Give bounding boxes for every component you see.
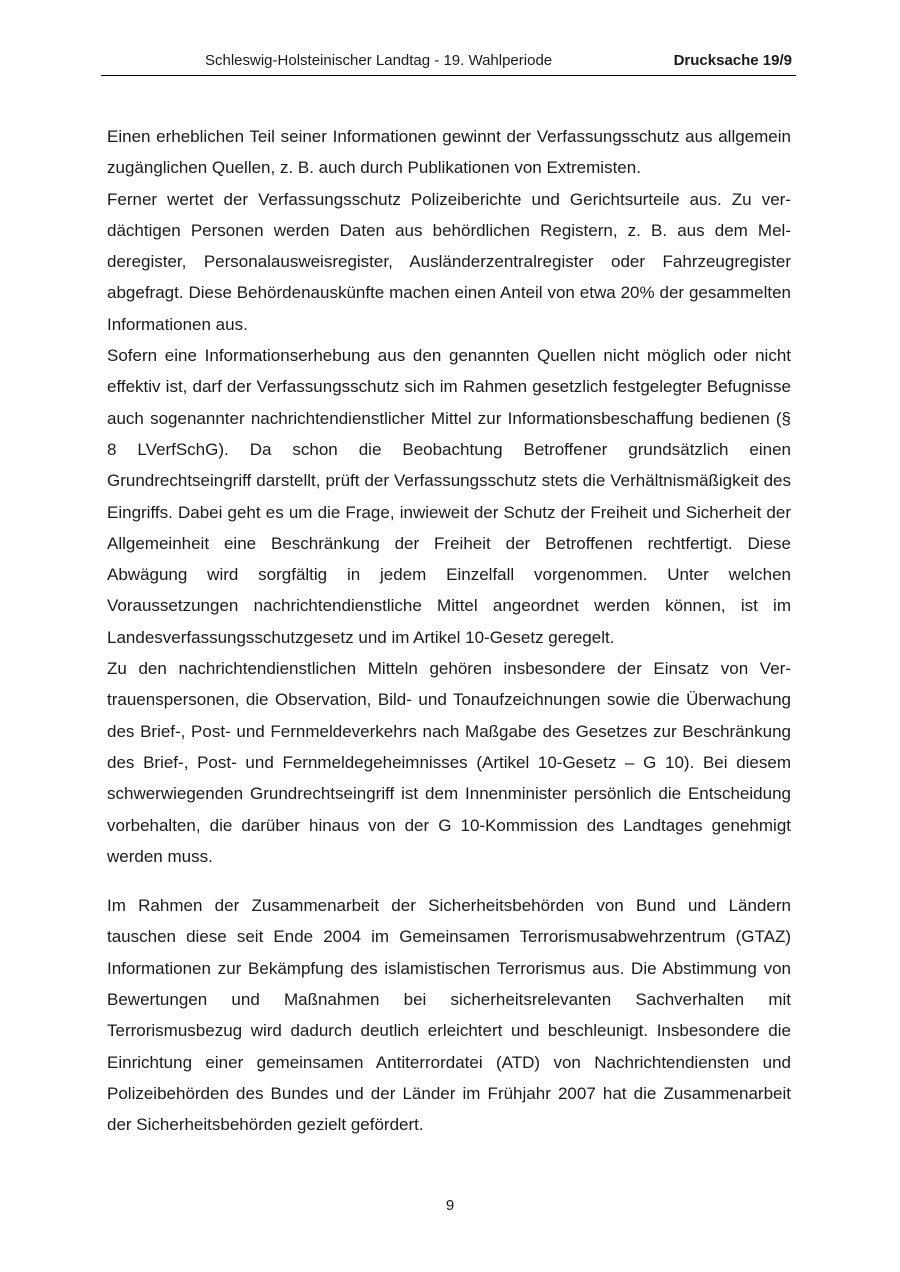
header-rule <box>101 75 796 76</box>
header-title: Schleswig-Holsteinischer Landtag - 19. Wahlperiode <box>205 52 553 69</box>
paragraph-means-list: Zu den nachrichtendienstlichen Mitteln gehören insbesondere der Einsatz von Vertrauenspersonen, die Observation, Bild- und Tonaufzeichnungen sowie die Überwachung des Brief-, Post- und Fernmeldeverkehrs nach Maßgabe des Gesetzes zur Beschränkung des Brief-, Post- und Fernmeldegeheimnisses (Artikel 10-Gesetz – G 10). Bei diesem schwerwiegenden Grundrechtseingriff ist dem Innenminister persönlich die Entscheidung vorbehalten, die darüber hinaus von der G 10-Kommission des Landtages genehmigt werden muss. <box>107 659 791 866</box>
paragraph-sources: Einen erheblichen Teil seiner Informationen gewinnt der Verfassungsschutz aus allgemein zugänglichen Quellen, z. B. auch durch Publikationen von Extremisten. <box>107 127 791 178</box>
paragraph-registers: Ferner wertet der Verfassungsschutz Polizeiberichte und Gerichtsurteile aus. Zu verdächtigen Personen werden Daten aus behördlichen Registern, z. B. aus dem Melderegister, Personalausweisregister, Ausländerzentralregister oder Fahrzeugregister abgefragt. Diese Behördenauskünfte machen einen Anteil von etwa 20% der gesammelten Informationen aus. <box>107 189 791 334</box>
paragraph-gtaz: Im Rahmen der Zusammenarbeit der Sicherheitsbehörden von Bund und Ländern tauschen diese seit Ende 2004 im Gemeinsamen Terrorismusabwehrzentrum (GTAZ) Informationen zur Bekämpfung des islamistischen Terrorismus aus. Die Abstimmung von Bewertungen und Maßnahmen bei sicherheitsrelevanten Sachverhalten mit Terrorismusbezug wird dadurch deutlich erleichtert und beschleunigt. Insbesondere die Einrichtung einer gemeinsamen Antiterrordatei (ATD) von Nachrichtendiensten und Polizeibehörden des Bundes und der Länder im Frühjahr 2007 hat die Zusammenarbeit der Sicherheitsbehörden gezielt gefördert. <box>107 896 791 1135</box>
page-number: 9 <box>445 1197 455 1214</box>
document-number: Drucksache 19/9 <box>673 52 792 69</box>
body-text <box>107 121 791 1141</box>
page-header <box>101 52 796 74</box>
paragraph-intelligence-means: Sofern eine Informationserhebung aus den genannten Quellen nicht möglich oder nicht effektiv ist, darf der Verfassungsschutz sich im Rahmen gesetzlich festgelegter Befugnisse auch sogenannter nachrichtendienstlicher Mittel zur Informationsbeschaffung bedienen (§ 8 LVerfSchG). Da schon die Beobachtung Betroffener grundsätzlich einen Grundrechtseingriff darstellt, prüft der Verfassungsschutz stets die Verhältnismäßigkeit des Eingriffs. Dabei geht es um die Frage, inwieweit der Schutz der Freiheit und Sicherheit der Allgemeinheit eine Beschränkung der Freiheit der Betroffenen rechtfertigt. Diese Abwägung wird sorgfältig in jedem Einzelfall vorgenommen. Unter welchen Voraussetzungen nachrichtendienstliche Mittel angeordnet werden können, ist im Landesverfassungsschutzgesetz und im Artikel 10-Gesetz geregelt. <box>107 346 791 647</box>
